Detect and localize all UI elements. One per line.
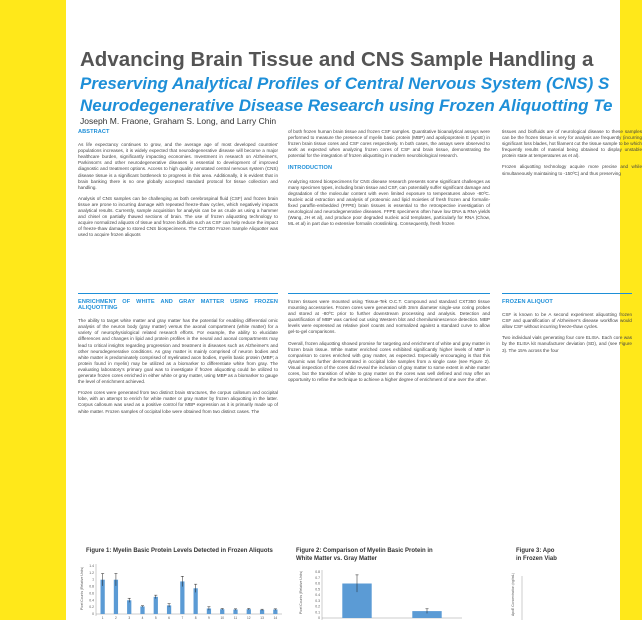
figure-1-x-tick-label: 13 [260,616,264,620]
figure-2-y-label: Pixel Counts (Relative Units) [299,570,303,614]
col2-mid-paragraph-2: Overall, frozen aliquotting showed promise for targeting and enrichment of white and gray matter in frozen brain tissue. White matter enriched cores exhibited significantly higher levels of MBP in comparison to cores enriched with gray matter, as expected. Especially encouraging is that this dynamic was further demonstrated in occipital lobe samples from a single case (see Figure 2). Visual inspection of the cores did reveal the inclusion of gray matter to some extent in white matter cores, but the transition of white to gray matter on the cores was well defined and may offer an opportunity to refine the technique to achieve a higher degree of enrichment of one over the other. [288,340,490,383]
figure-1-x-tick-label: 6 [168,616,170,620]
figure-1-y-tick-label: 1 [92,577,94,582]
col2-paragraph-1: of both frozen human brain tissue and frozen CSF samples. Quantitative bioanalytical assays were performed to measure the presence of myelin basic protein (MBP) and apolipoprotein E (ApoE) in frozen brain tissue cores and CSF cores respectively. In both cases, the assays were observed to work as expected when analyzing frozen cores of CSF and brain tissue, demonstrating the potential for the integration of frozen aliquotting in modern neurobiological research. [288,129,490,159]
intro-section [288,129,490,232]
figure-1-x-tick-label: 7 [181,616,184,620]
poster-title: Advancing Brain Tissue and CNS Sample Handling a [80,48,594,71]
figure-1-bar [247,609,251,614]
figure-1-x-tick-label: 12 [247,616,251,620]
col3-mid-paragraph-1: CSF is known to be A second experiment aliquotting frozen CSF and quantification of Alzheimer's disease workflow would allow CSF without incurring freeze-thaw cycles. [502,312,632,330]
figure-1-x-tick-label: 9 [208,616,210,620]
figure-2-title-line-2: White Matter vs. Gray Matter [296,555,378,562]
col3-mid-section [502,299,632,359]
figure-1-x-tick-label: 14 [273,616,278,620]
poster-subtitle [80,73,612,117]
col3-mid-paragraph-2: Two individual vials generating four core ELISA. Each core was by the ELISA kit manufacturer deviation (SD), and (see Figure 3). The 15% across the four [502,335,632,353]
authors: Joseph M. Fraone, Graham S. Long, and Larry Chin [80,116,277,126]
figure-3-title [516,548,557,563]
figure-1-title: Figure 1: Myelin Basic Protein Levels Detected in Frozen Aliquots [86,548,273,554]
section-divider-3 [502,293,632,294]
figure-2-y-tick-label: 0 [318,616,320,620]
figure-1-y-tick-label: 0 [92,612,94,616]
abstract-heading: ABSTRACT [78,129,110,135]
figure-3-y-label: ApoE Concentration (ng/mL) [511,573,515,616]
figure-1-y-label: Pixel Counts (Relative Units) [80,566,84,610]
figure-1-bar [140,606,144,614]
col2-mid-paragraph-1: frozen tissues were mounted using Tissue-Tek O.C.T. Compound and standard CXT350 tissue mounting accessories. Frozen cores were generated with 3mm diameter single-use coring probes and stored at -80ºC prior to further downstream processing and analysis. Detection and quantification of MBP was carried out using Western blot and chemiluminescence detection. MBP levels were expressed as relative pixel counts and normalized against a standard curve to allow gel-to-gel comparisons. [288,299,490,335]
section-divider-2 [288,293,490,294]
section-divider-1 [78,293,278,294]
subtitle-line-2: Neurodegenerative Disease Research using Frozen Aliquotting Te [80,96,613,115]
abstract-section [78,129,278,244]
figure-2-y-tick-label: 0.4 [315,593,320,597]
abstract-paragraph-1: As life expectancy continues to grow, and the average age of most developed countries' populations increases, it is widely expected that neurodegenerative disease will become a major healthcare burden, significantly impacting economies. Investment in research on Alzheimer's, Parkinson's and other neurodegenerative diseases is essential to development of improved diagnostic and treatment options. Access to high quality annotated central nervous system (CNS) disease tissue is a significant bottleneck to progress in this area. Additionally, it is evident that in brain banking there is no one globally accepted standard protocol for tissue collection and handling. [78,142,278,190]
figure-1-y-tick-label: 1.4 [89,564,94,568]
enrichment-paragraph-2: Frozen cores were generated from two distinct brain structures, the corpus callosum and occipital lobe, with an attempt to enrich for white matter or gray matter by frozen aliquotting in the latter. Corpus callosum was used as a positive control for MBP expression as it is primarily made up of white matter. Frozen samples of occipital lobe were obtained from two distinct cases. The [78,390,278,414]
figure-2-title-line-1: Figure 2: Comparison of Myelin Basic Protein in [296,548,433,554]
col3-paragraph-1: tissues and biofluids are of neurological disease to these samples can be the frozen tissue is very for analysis are frequently (incurring significant loss blades, hot filament cut the tissue sample to be which frequently results of material being obtained to display unstable protein state at temperatures as et al). [502,129,642,159]
figure-2-y-tick-label: 0.7 [315,575,320,580]
figure-1-x-tick-label: 4 [141,616,144,620]
intro-paragraph: Analyzing stored biospecimens for CNS disease research presents some significant challenges as many specimen types, including brain tissue and CSF, can potentially suffer significant damage and degradation of the molecular content with even limited exposure to temperatures above -80ºC. Nucleic acid extraction and analysis of proteomic and lipid moieties of fresh frozen and formalin-fixed paraffin-embedded (FFPE) brain tissues is essential to the retrospective investigation of neurological and neurodegenerative diseases. FFPE specimens often have low DNA & RNA yields (Wang, JH et al), and produce poor degraded nucleic acid templates, particularly for RNA (Chow, ML et al) in part due to extensive formalin crosslinking. Consequently, fresh frozen [288,178,490,227]
figure-1-x-tick-label: 2 [115,616,117,620]
enrichment-section [78,299,278,420]
figure-1-chart [76,564,286,620]
figure-1-x-tick-label: 10 [220,616,224,620]
subtitle-line-1: Preserving Analytical Profiles of Central Nervous System (CNS) S [80,74,610,93]
enrichment-heading: ENRICHMENT OF WHITE AND GRAY MATTER USING FROZEN ALIQUOTTING [78,299,278,312]
col3-paragraph-2: Frozen aliquotting technology acquire more precise and while simultaneously maintaining to -150ºC) and thus preserving [502,164,642,176]
figure-1-x-tick-label: 11 [233,616,238,620]
figure-3-title-line-2: in Frozen Viab [516,555,557,562]
poster-page [66,0,642,620]
figure-2-y-tick-label: 0.1 [315,610,320,615]
figure-1-bar [154,597,158,614]
figure-2-chart [288,572,498,620]
figure-2-y-tick-label: 0.3 [315,598,320,603]
figure-1-x-tick-label: 5 [154,616,157,620]
figure-2-y-tick-label: 0.8 [315,570,320,574]
figure-2-y-tick-label: 0.5 [315,587,320,592]
figure-1-x-tick-label: 3 [128,616,131,620]
figure-1-y-tick-label: 1.2 [89,570,94,575]
col2-mid-section [288,299,490,388]
figure-3-chart [506,572,620,620]
frozen-aliquot-heading: FROZEN ALIQUOT [502,299,553,305]
abstract-paragraph-2: Analysis of CNS samples can be challenging as both cerebrospinal fluid (CSF) and frozen brain tissue are prone to incurring damage with repeated freeze-thaw cycles, which negatively impacts analytical results. Currently, sample acquisition for analysis can be as crude as using a hammer and chisel on partially thawed sections of brain. The use of frozen aliquotting technology to acquire normalized aliquots of tissue and frozen biofluids such as CSF can help reduce the impact of freeze-thaw damage to stored CNS biospecimens. The CXT350 Frozen Sample Aliquotter was used to acquire frozen aliquots [78,195,278,238]
enrichment-paragraph-1: The ability to target white matter and gray matter has the potential for enabling differential omic analysis of the neuron body (gray matter) versus the axonal compartment (white matter) for a variety of neurophysiological related research efforts. For example, the ability to elucidate differences and changes in lipid and protein profiles in the neural and axonal compartments may lead to critical insights regarding progression and treatment in diseases such as Alzheimer's and other neurodegenerative conditions. As gray matter is mainly comprised of neuron bodies and white matter is predominately comprised of myelinated axon bodies, myelin basic protein (MBP; a protein found in myelin) may be utilized as a biomarker to differentiate white from gray. The evaluating laboratory's primary goal was to investigate if frozen aliquotting could be utilized to generate frozen cores enriched in either white or gray matter, using MBP as a biomarker to gauge the level of enrichment achieved. [78,318,278,385]
figure-1-y-tick-label: 0.2 [89,605,94,610]
figure-1-x-tick-label: 1 [101,616,104,620]
figure-1-bar [220,609,224,614]
figure-2-title [296,548,433,563]
figure-3-title-line-1: Figure 3: Apo [516,548,555,554]
figure-2-y-tick-label: 0.6 [315,581,320,586]
figure-1-x-tick-label: 8 [194,616,197,620]
figure-1-y-tick-label: 0.4 [89,598,94,603]
figure-1-y-tick-label: 0.8 [89,584,94,589]
figure-2-y-tick-label: 0.2 [315,604,320,609]
intro-heading: INTRODUCTION [288,165,333,172]
col3-top-section [502,129,642,182]
figure-1-y-tick-label: 0.6 [89,591,94,596]
